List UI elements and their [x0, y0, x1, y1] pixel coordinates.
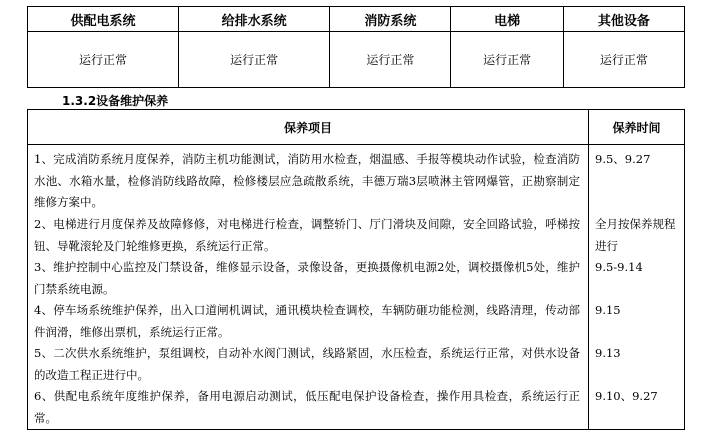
status-fire-system: 运行正常 [330, 32, 451, 88]
maintenance-time: 9.13 [595, 346, 621, 360]
maintenance-time: 9.10、9.27 [595, 389, 658, 403]
maintenance-table [27, 109, 685, 430]
header-power-supply: 供配电系统 [28, 7, 179, 32]
header-elevator: 电梯 [451, 7, 563, 32]
header-water-supply: 给排水系统 [179, 7, 330, 32]
status-other-equipment: 运行正常 [563, 32, 684, 88]
maintenance-item: 6、供配电系统年度维护保养，备用电源启动测试，低压配电保护设备检查，操作用具检查，系统运行正常。 [34, 389, 580, 425]
header-maintenance-item: 保养项目 [28, 110, 589, 145]
maintenance-item: 3、维护控制中心监控及门禁设备，维修显示设备，录像设备，更换摄像机电源2处，调校摄像机5处，维护门禁系统电源。 [34, 260, 580, 296]
maintenance-time: 9.5、9.27 [595, 152, 651, 166]
header-fire-system: 消防系统 [330, 7, 451, 32]
maintenance-time: 9.15 [595, 303, 621, 317]
status-header-row [28, 7, 685, 32]
maintenance-items-cell [28, 145, 589, 430]
maintenance-item: 1、完成消防系统月度保养，消防主机功能测试，消防用水检查，烟温感、手报等模块动作试验，检查消防水池、水箱水量，检修消防线路故障，检修楼层应急疏散系统，丰德万瑞3层喷淋主管网爆管，正勘察制定维修方案中。 [34, 152, 580, 209]
maintenance-header-row [28, 110, 685, 145]
maintenance-times-cell [589, 145, 685, 430]
status-water-supply: 运行正常 [179, 32, 330, 88]
maintenance-item: 5、二次供水系统维护，泵组调校，自动补水阀门测试，线路紧固，水压检查，系统运行正常，对供水设备的改造工程正进行中。 [34, 346, 580, 382]
maintenance-time: 9.5-9.14 [595, 260, 643, 274]
header-maintenance-time: 保养时间 [589, 110, 685, 145]
maintenance-item: 2、电梯进行月度保养及故障修修，对电梯进行检查，调整轿门、厅门滑块及间隙，安全回路试验，呼梯按钮、导靴滚轮及门轮维修更换，系统运行正常。 [34, 217, 580, 253]
status-value-row [28, 32, 685, 88]
section-heading: 1.3.2设备维护保养 [62, 94, 169, 108]
status-power-supply: 运行正常 [28, 32, 179, 88]
status-elevator: 运行正常 [451, 32, 563, 88]
maintenance-item: 4、停车场系统维护保养，出入口道闸机调试，通讯模块检查调校，车辆防砸功能检测，线路清理，传动部件润滑，维修出票机，系统运行正常。 [34, 303, 580, 339]
maintenance-time: 全月按保养规程进行 [595, 217, 676, 253]
maintenance-body-row [28, 145, 685, 430]
header-other-equipment: 其他设备 [563, 7, 684, 32]
system-status-table [27, 6, 685, 88]
